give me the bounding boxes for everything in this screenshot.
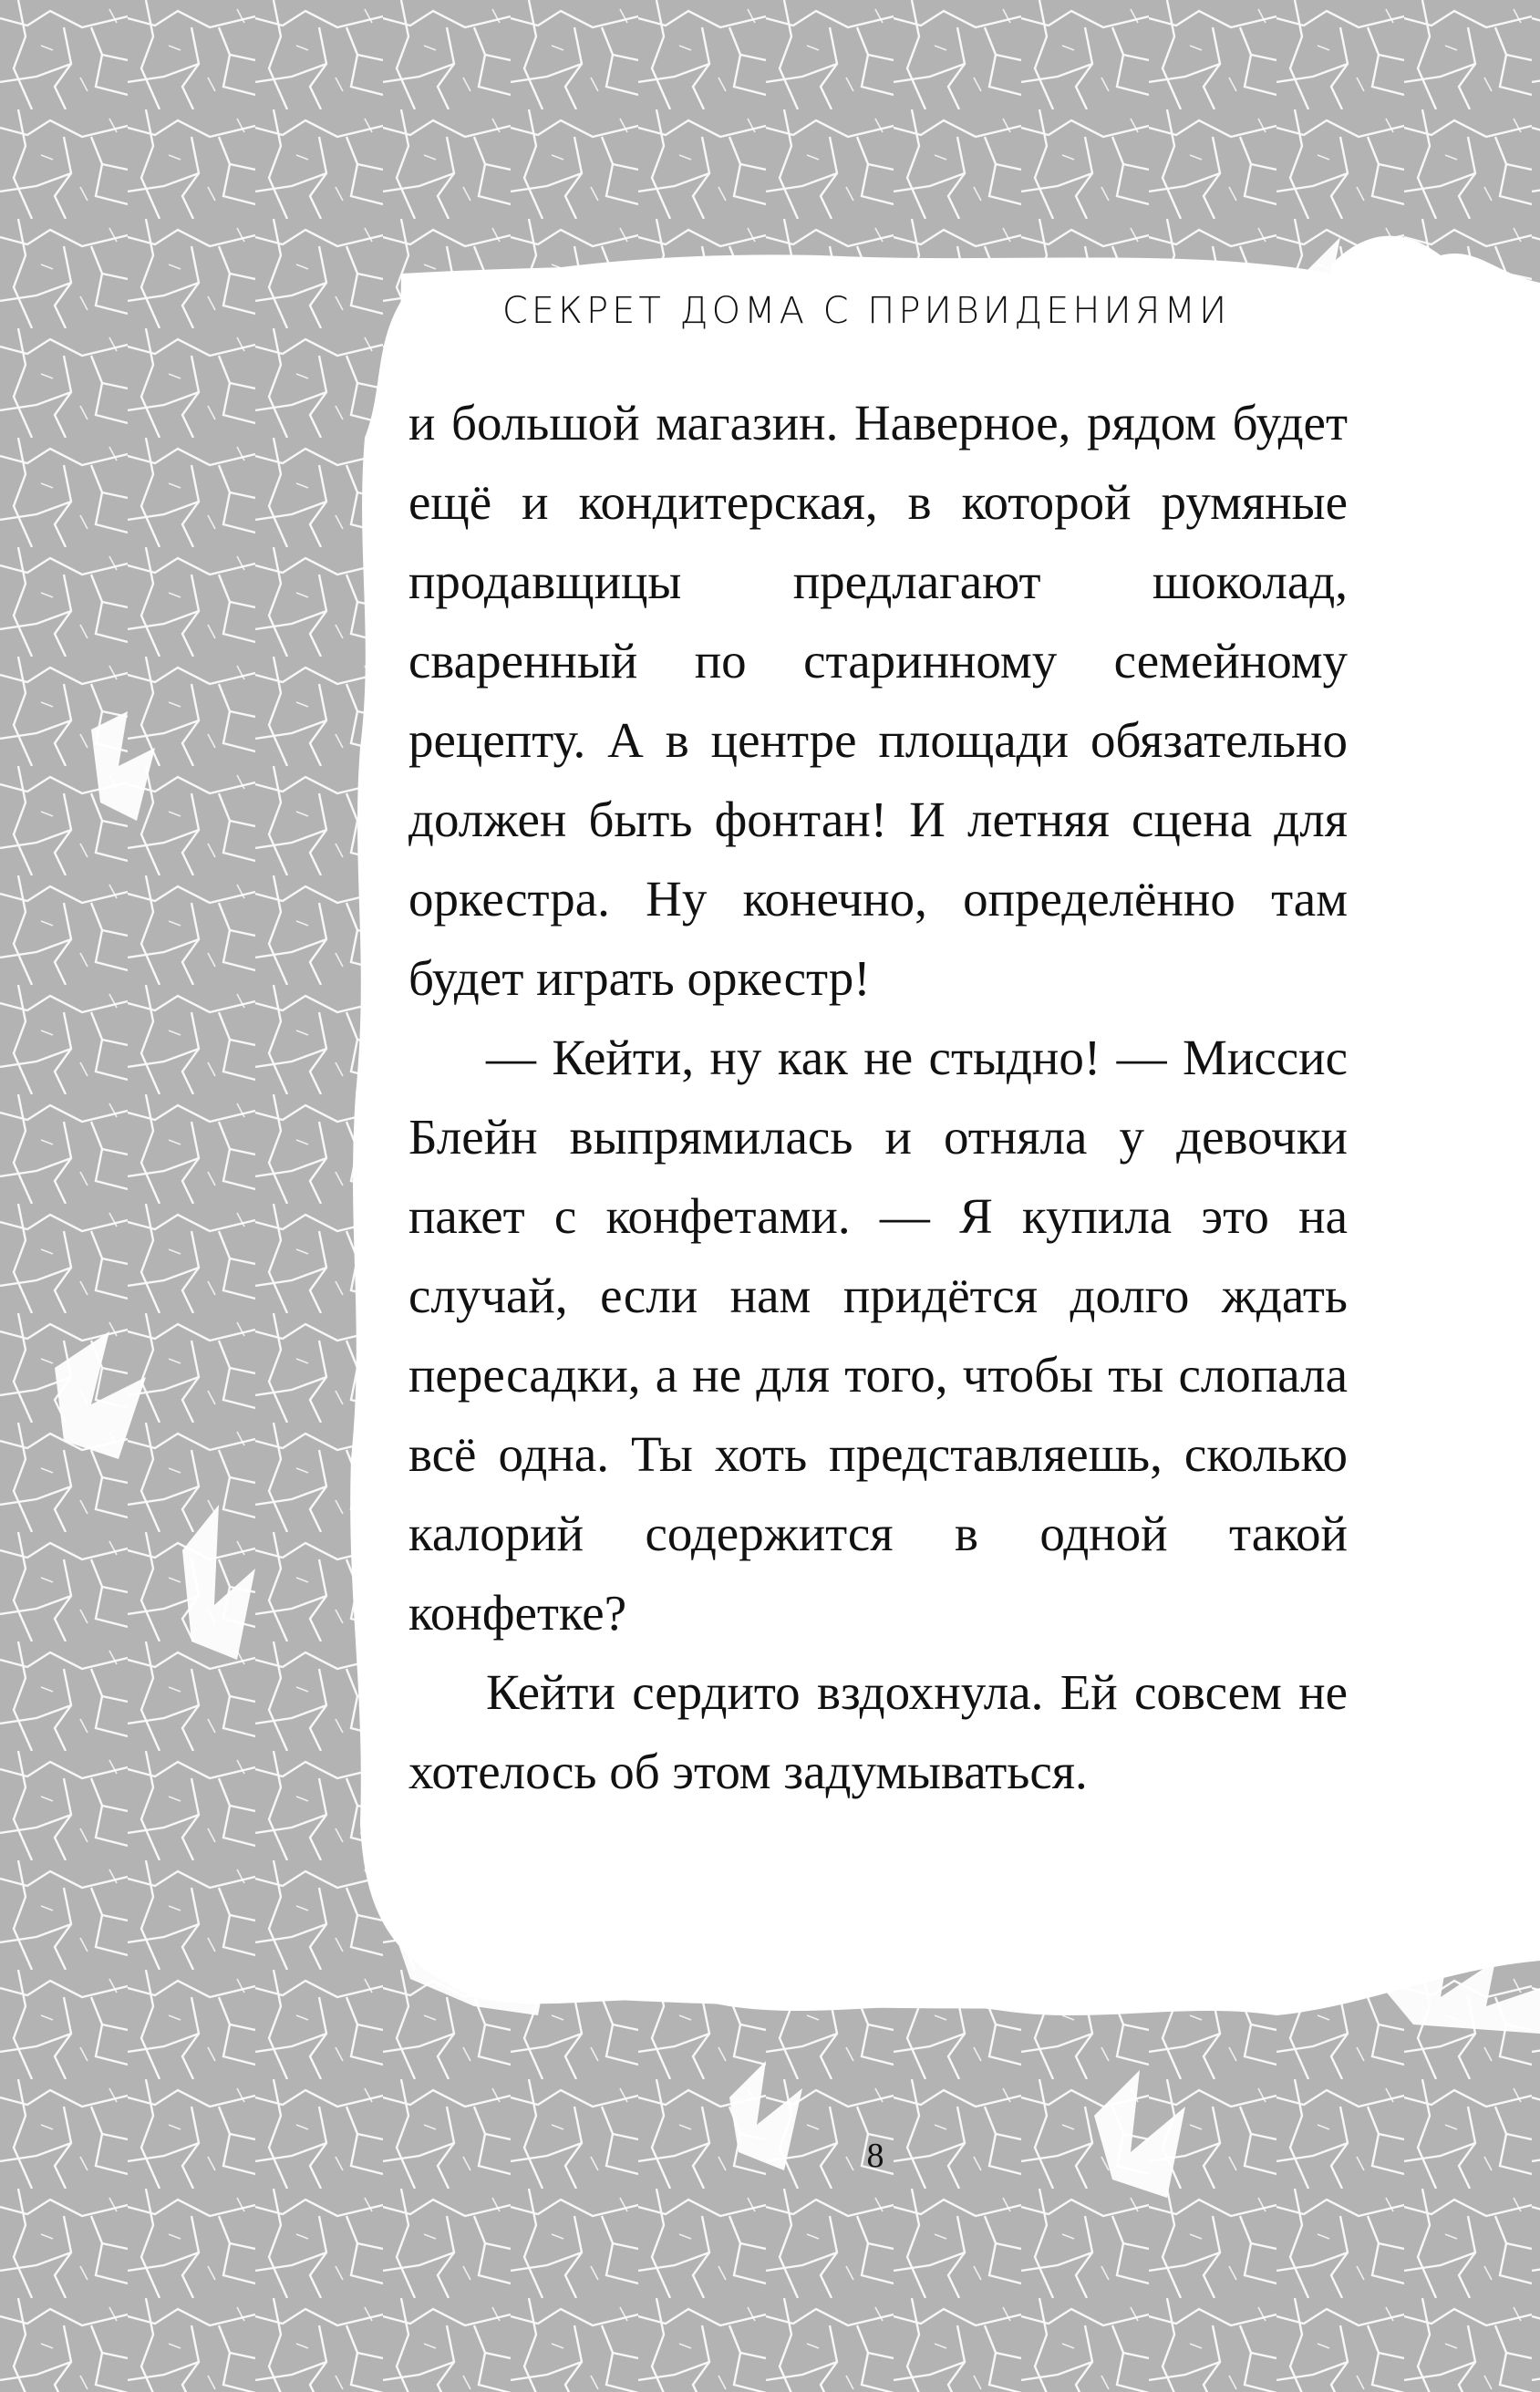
page-number: 8 [866,2137,884,2175]
paragraph-2: — Кейти, ну как не стыдно! — Миссис Блейн выпрямилась и отняла у девочки пакет с конфетами. — Я купила это на случай, если нам придётся долго ждать пересадки, а не для того, чтобы ты слопала всё одна. Ты хоть представляешь, сколько калорий содержится в одной такой конфетке? [408,1030,1348,1641]
body-text [408,383,1348,1811]
paragraph-3: Кейти сердито вздохнула. Ей совсем не хотелось об этом задумываться. [408,1664,1348,1799]
running-head: СЕКРЕТ ДОМА С ПРИВИДЕНИЯМИ [501,290,1231,332]
paragraph-1: и большой магазин. Наверное, рядом будет ещё и кондитерская, в которой румяные продавщицы предлагают шоколад, сваренный по старинному семейному рецепту. А в центре площади обязательно должен быть фонтан! И летняя сцена для оркестра. Ну конечно, определённо там будет играть оркестр! [408,395,1348,1006]
